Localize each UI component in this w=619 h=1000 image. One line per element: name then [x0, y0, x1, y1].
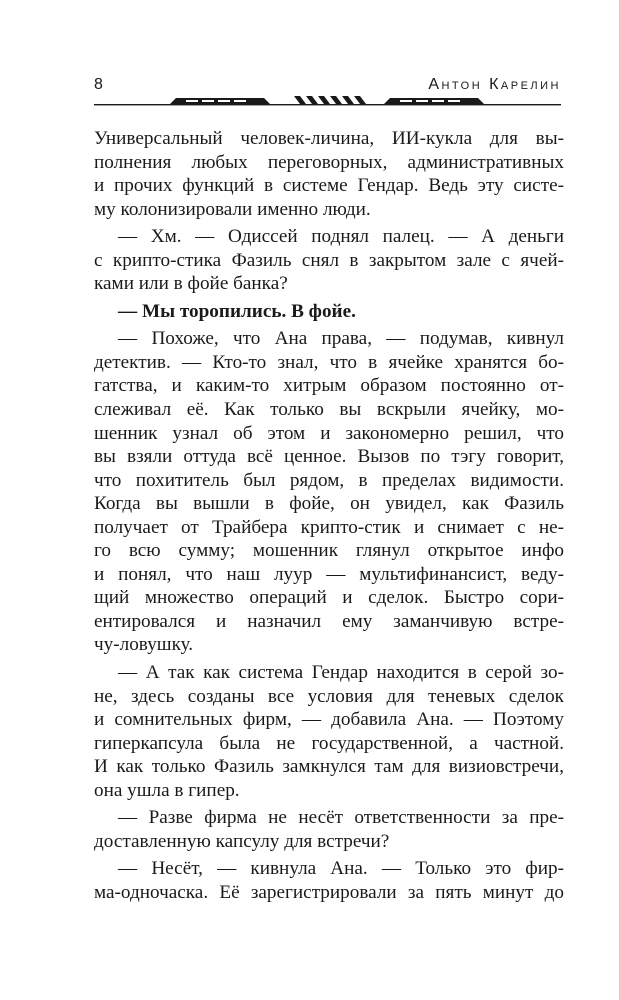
text-line: не, здесь созданы все условия для теневых сделок — [94, 685, 564, 707]
text-line: го всю сумму; мошенник глянул открытое инфо — [94, 540, 564, 562]
text-line: му колонизировали именно люди. — [94, 198, 371, 220]
text-line: щий множество операций и сделок. Быстро сори- — [94, 587, 564, 609]
text-line: и понял, что наш луур — мультифинансист, веду- — [94, 563, 564, 585]
page-number: 8 — [94, 76, 104, 93]
text-line: — Мы торопились. В фойе. — [118, 300, 356, 322]
running-head-author: Антон Карелин — [428, 76, 561, 93]
text-line: ентировался и назначил ему заманчивую встре- — [94, 610, 564, 632]
text-line: И как только Фазиль замкнулся там для визиовстречи, — [94, 756, 564, 778]
paragraph — [94, 857, 564, 904]
text-line: и прочих функций в системе Гендар. Ведь эту систе- — [94, 175, 564, 197]
text-line: доставленную капсулу для встречи? — [94, 830, 390, 852]
text-line: — Разве фирма не несёт ответственности за пре- — [118, 807, 564, 829]
paragraph — [94, 661, 564, 802]
paragraph — [94, 300, 564, 324]
paragraph — [94, 127, 564, 221]
paragraph — [94, 806, 564, 853]
text-line: Универсальный человек-личина, ИИ-кукла для вы- — [94, 128, 564, 149]
text-line: и сомнительных фирм, — добавила Ана. — Поэтому — [94, 709, 564, 731]
page-body-text — [94, 127, 564, 905]
text-line: что похититель был рядом, в пределах видимости. — [94, 469, 564, 491]
text-line: она ушла в гипер. — [94, 779, 240, 801]
running-header — [94, 74, 561, 114]
header-rule-ornament — [94, 94, 561, 108]
text-line: слеживал её. Как только вы вскрыли ячейку, мо- — [94, 399, 564, 421]
text-line: — Хм. — Одиссей поднял палец. — А деньги — [118, 226, 564, 248]
paragraph — [94, 327, 564, 657]
text-line: чу-ловушку. — [94, 634, 194, 656]
text-line: гиперкапсула была не государственной, а частной. — [94, 732, 564, 754]
text-line: Когда вы вышли в фойе, он увидел, как Фазиль — [94, 493, 564, 515]
text-line: вы взяли оттуда всё ценное. Вызов по тэгу говорит, — [94, 446, 564, 468]
text-line: — А так как система Гендар находится в серой зо- — [118, 662, 564, 684]
text-line: ками или в фойе банка? — [94, 273, 288, 295]
text-line: гатства, и каким-то хитрым образом постоянно от- — [94, 375, 564, 397]
paragraph — [94, 225, 564, 296]
text-line: детектив. — Кто-то знал, что в ячейке хранятся бо- — [94, 351, 564, 373]
text-line: шенник узнал об этом и закономерно решил, что — [94, 422, 564, 444]
text-line: — Несёт, — кивнула Ана. — Только это фир- — [118, 858, 564, 880]
text-line: с крипто-стика Фазиль снял в закрытом зале с ячей- — [94, 249, 564, 271]
text-line: полнения любых переговорных, административных — [94, 151, 564, 173]
text-line: ма-одночаска. Её зарегистрировали за пять минут до — [94, 881, 564, 903]
text-line: — Похоже, что Ана права, — подумав, кивнул — [118, 328, 564, 350]
text-line: получает от Трайбера крипто-стик и снимает с не- — [94, 516, 564, 538]
